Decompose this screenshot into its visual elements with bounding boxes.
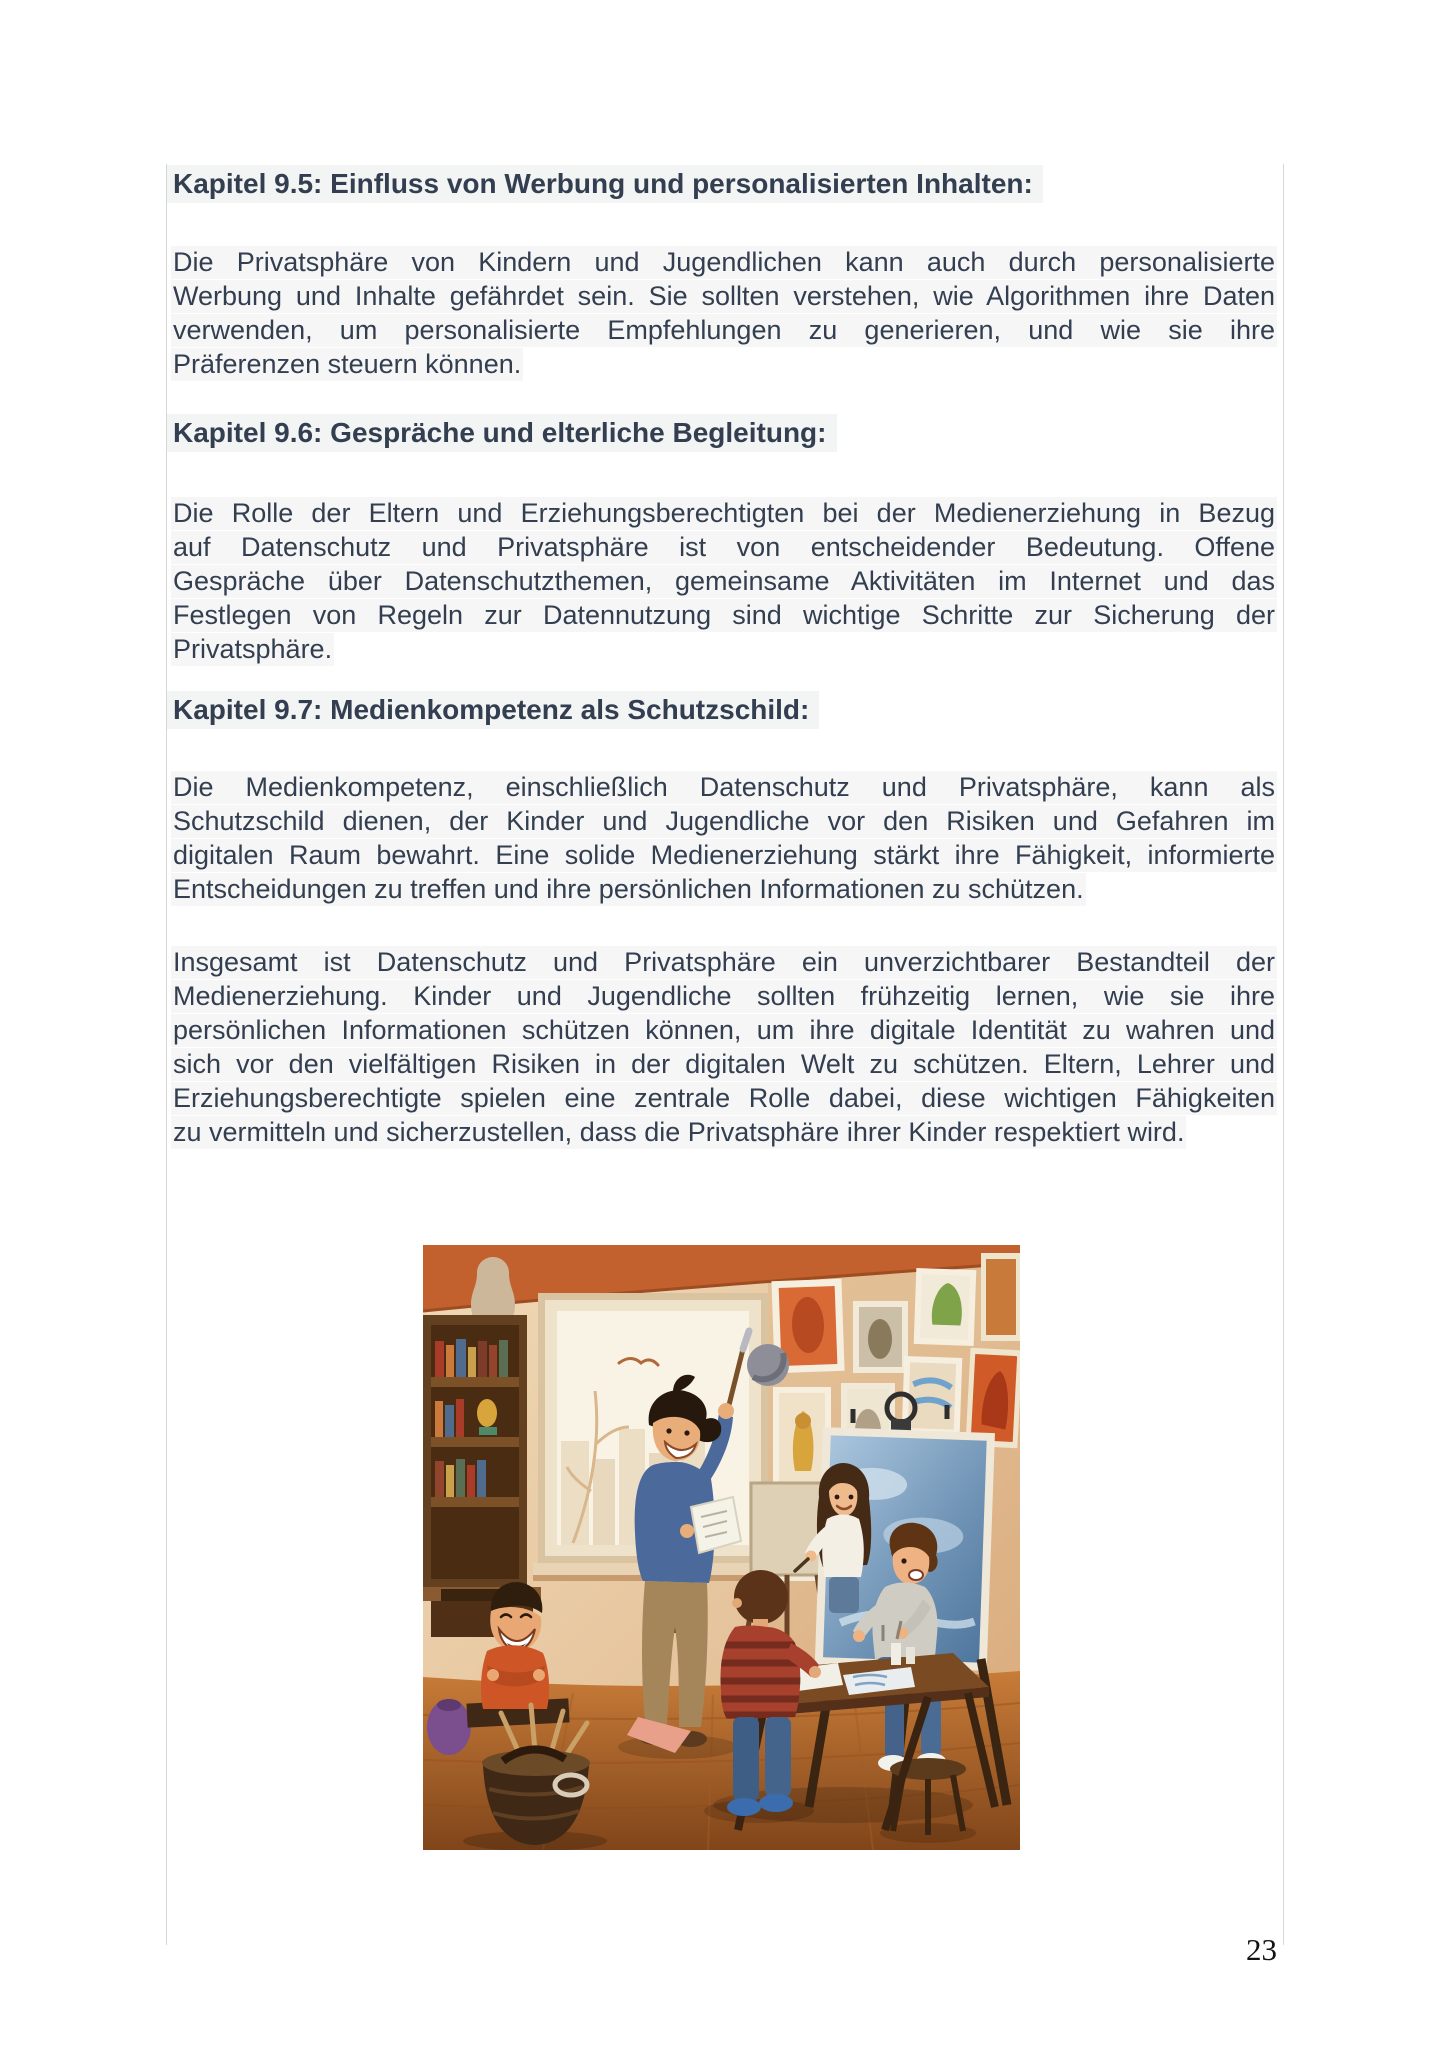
heading-kapitel-9-7-text: Kapitel 9.7: Medienkompetenz als Schutzschild: bbox=[167, 691, 819, 729]
paragraph-kapitel-9-5 bbox=[173, 245, 1277, 381]
paragraph-line: Werbung und Inhalte gefährdet sein. Sie sollten verstehen, wie Algorithmen ihre Daten bbox=[173, 281, 1275, 311]
paragraph-line: sich vor den vielfältigen Risiken in der digitalen Welt zu schützen. Eltern, Lehrer und bbox=[173, 1049, 1275, 1079]
paragraph-closing bbox=[173, 945, 1277, 1149]
classroom-illustration-svg bbox=[423, 1245, 1020, 1850]
heading-kapitel-9-5-text: Kapitel 9.5: Einfluss von Werbung und personalisierten Inhalten: bbox=[167, 165, 1043, 203]
paragraph-line: Die Privatsphäre von Kindern und Jugendlichen kann auch durch personalisierte bbox=[173, 247, 1275, 277]
paragraph-line: Die Medienkompetenz, einschließlich Datenschutz und Privatsphäre, kann als bbox=[173, 772, 1275, 802]
shelf-figurine bbox=[477, 1399, 497, 1435]
paragraph-line: zu vermitteln und sicherzustellen, dass die Privatsphäre ihrer Kinder respektiert wird. bbox=[173, 1117, 1185, 1147]
purple-pot bbox=[427, 1699, 471, 1755]
paragraph-kapitel-9-7 bbox=[173, 770, 1277, 906]
heading-kapitel-9-6-text: Kapitel 9.6: Gespräche und elterliche Begleitung: bbox=[167, 414, 837, 452]
paragraph-line: Schutzschild dienen, der Kinder und Jugendliche vor den Risiken und Gefahren im bbox=[173, 806, 1275, 836]
paragraph-line: Präferenzen steuern können. bbox=[173, 349, 522, 379]
paragraph-line: persönlichen Informationen schützen können, um ihre digitale Identität zu wahren und bbox=[173, 1015, 1275, 1045]
paragraph-line: Medienerziehung. Kinder und Jugendliche sollten frühzeitig lernen, wie sie ihre bbox=[173, 981, 1275, 1011]
paragraph-line: Die Rolle der Eltern und Erziehungsberechtigten bei der Medienerziehung in Bezug bbox=[173, 498, 1275, 528]
paragraph-line: verwenden, um personalisierte Empfehlungen zu generieren, und wie sie ihre bbox=[173, 315, 1275, 345]
text-frame bbox=[166, 164, 1284, 1945]
page-number: 23 bbox=[1246, 1932, 1277, 1967]
heading-kapitel-9-7 bbox=[173, 690, 1277, 730]
paragraph-line: Gespräche über Datenschutzthemen, gemeinsame Aktivitäten im Internet und das bbox=[173, 566, 1275, 596]
paragraph-line: Entscheidungen zu treffen und ihre persönlichen Informationen zu schützen. bbox=[173, 874, 1084, 904]
heading-kapitel-9-5 bbox=[173, 164, 1277, 204]
paragraph-line: Insgesamt ist Datenschutz und Privatsphäre ein unverzichtbarer Bestandteil der bbox=[173, 947, 1275, 977]
classroom-illustration bbox=[423, 1245, 1020, 1850]
paragraph-line: Erziehungsberechtigte spielen eine zentrale Rolle dabei, diese wichtigen Fähigkeiten bbox=[173, 1083, 1275, 1113]
paragraph-line: auf Datenschutz und Privatsphäre ist von entscheidender Bedeutung. Offene bbox=[173, 532, 1275, 562]
paragraph-line: digitalen Raum bewahrt. Eine solide Medienerziehung stärkt ihre Fähigkeit, informierte bbox=[173, 840, 1275, 870]
paragraph-line: Privatsphäre. bbox=[173, 634, 333, 664]
heading-kapitel-9-6 bbox=[173, 413, 1277, 453]
paragraph-kapitel-9-6 bbox=[173, 496, 1277, 666]
paragraph-line: Festlegen von Regeln zur Datennutzung sind wichtige Schritte zur Sicherung der bbox=[173, 600, 1275, 630]
